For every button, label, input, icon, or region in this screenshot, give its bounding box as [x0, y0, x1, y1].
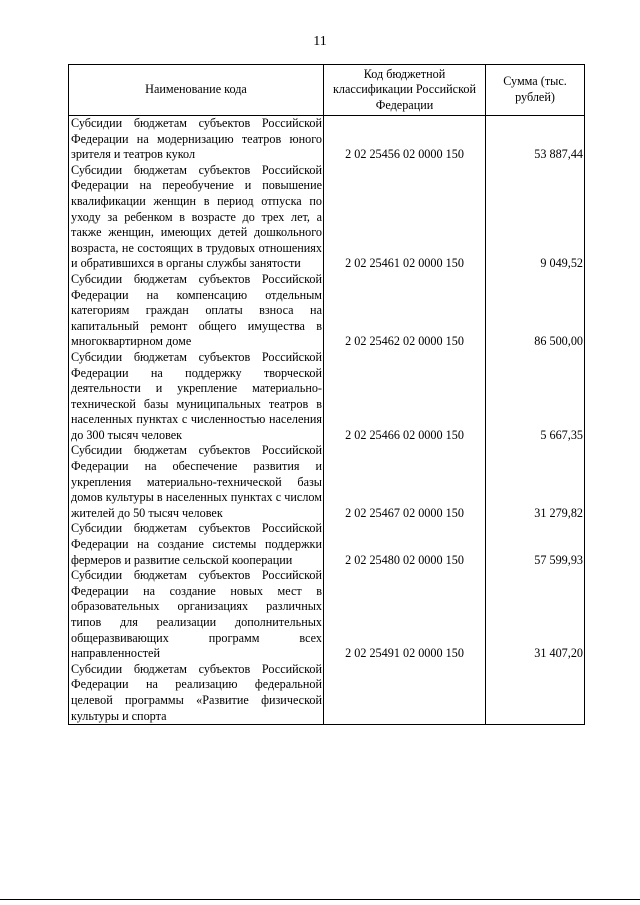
row-name: Субсидии бюджетам субъектов Российской Федерации на модернизацию театров юного зрителя и театров кукол	[69, 116, 324, 163]
row-code: 2 02 25461 02 0000 150	[324, 163, 486, 272]
header-sum: Сумма (тыс. рублей)	[486, 65, 585, 116]
table-row	[69, 521, 585, 568]
row-sum: 31 279,82	[486, 443, 585, 521]
row-name: Субсидии бюджетам субъектов Российской Федерации на создание новых мест в образовательных организациях различных типов для реализации дополнительных общеразвивающих программ всех направленностей	[69, 568, 324, 662]
row-name: Субсидии бюджетам субъектов Российской Федерации на обеспечение развития и укрепления материально-технической базы домов культуры в населенных пунктах с числом жителей до 50 тысяч человек	[69, 443, 324, 521]
table-row	[69, 116, 585, 163]
table-row	[69, 350, 585, 444]
row-code: 2 02 25491 02 0000 150	[324, 568, 486, 662]
row-sum	[486, 662, 585, 725]
table-row	[69, 568, 585, 662]
row-code: 2 02 25467 02 0000 150	[324, 443, 486, 521]
row-code	[324, 662, 486, 725]
table-row	[69, 443, 585, 521]
row-name: Субсидии бюджетам субъектов Российской Федерации на поддержку творческой деятельности и укрепление материально-технической базы муниципальных театров в населенных пунктах с численностью населения до 300 тысяч человек	[69, 350, 324, 444]
budget-table	[68, 64, 585, 725]
row-name: Субсидии бюджетам субъектов Российской Федерации на реализацию федеральной целевой программы «Развитие физической культуры и спорта	[69, 662, 324, 725]
bottom-rule	[0, 899, 640, 900]
page-number: 11	[313, 34, 327, 49]
row-code: 2 02 25466 02 0000 150	[324, 350, 486, 444]
row-name: Субсидии бюджетам субъектов Российской Федерации на компенсацию отдельным категориям граждан оплаты взноса на капитальный ремонт общего имущества в многоквартирном доме	[69, 272, 324, 350]
row-sum: 57 599,93	[486, 521, 585, 568]
row-code: 2 02 25456 02 0000 150	[324, 116, 486, 163]
row-sum: 31 407,20	[486, 568, 585, 662]
row-sum: 9 049,52	[486, 163, 585, 272]
row-name: Субсидии бюджетам субъектов Российской Федерации на создание системы поддержки фермеров и развитие сельской кооперации	[69, 521, 324, 568]
row-sum: 86 500,00	[486, 272, 585, 350]
table-row	[69, 163, 585, 272]
table-header-row	[69, 65, 585, 116]
row-name: Субсидии бюджетам субъектов Российской Федерации на переобучение и повышение квалификации женщин в период отпуска по уходу за ребенком в возрасте до трех лет, а также женщин, имеющих детей дошкольного возраста, не состоящих в трудовых отношениях и обратившихся в органы службы занятости	[69, 163, 324, 272]
table-row	[69, 662, 585, 725]
header-code: Код бюджетной классификации Российской Федерации	[324, 65, 486, 116]
row-sum: 5 667,35	[486, 350, 585, 444]
row-sum: 53 887,44	[486, 116, 585, 163]
row-code: 2 02 25480 02 0000 150	[324, 521, 486, 568]
table-row	[69, 272, 585, 350]
header-name: Наименование кода	[69, 65, 324, 116]
row-code: 2 02 25462 02 0000 150	[324, 272, 486, 350]
